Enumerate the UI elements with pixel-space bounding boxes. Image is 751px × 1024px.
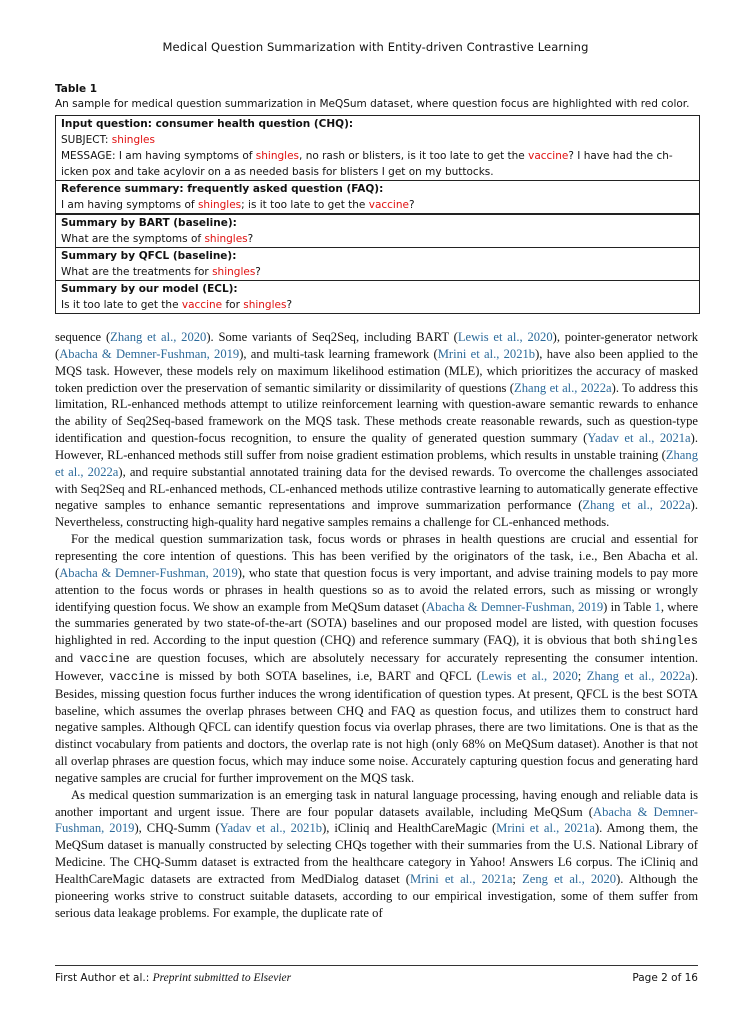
citation-link[interactable]: Zhang et al., 2022a [582, 498, 691, 513]
citation-link[interactable]: Yadav et al., 2021b [219, 821, 323, 836]
citation-link[interactable]: Abacha & Demner-Fushman, 2019 [59, 565, 238, 580]
citation-link[interactable]: Abacha & Demner-Fushman, 2019 [426, 599, 604, 614]
faq-title: Reference summary: frequently asked question (FAQ): [61, 183, 384, 195]
focus-word: shingles [212, 266, 256, 278]
citation-link[interactable]: Abacha & Demner-Fushman, 2019 [59, 346, 240, 361]
table-caption [55, 82, 705, 112]
table-caption-text: An sample for medical question summarization in MeQSum dataset, where question focus are highlighted with red color. [55, 98, 690, 110]
citation-link[interactable]: Zhang et al., 2022a [55, 447, 698, 479]
paragraph: sequence (Zhang et al., 2020). Some variants of Seq2Seq, including BART (Lewis et al., 2020), pointer-generator network (Abacha & Demner-Fushman, 2019), and multi-task learning framework (Mrini et al., 2021b), have also been applied to the MQS task. However, these models rely on maximum likelihood estimation (MLE), which prioritizes the accuracy of masked token prediction over the preservation of semantic similarity or dissimilarity of questions (Zhang et al., 2022a). To address this limitation, RL-enhanced methods attempt to utilize reinforcement learning with question-aware semantic rewards to enhance the ability of Seq2Seq-based framework on the MQS task. These methods create reasonable rewards, such as question-type identification and question-focus recognition, to ensure the quality of generated question summary (Yadav et al., 2021a). However, RL-enhanced methods still suffer from noise gradient estimation problems, which results in unstable training (Zhang et al., 2022a), and require substantial annotated training data for the devised rewards. To overcome the challenges associated with Seq2Seq and RL-enhanced methods, CL-enhanced methods utilize contrastive learning to automatically generate effective negative samples to enhance semantic representations and improve summarization performance (Zhang et al., 2022a). Nevertheless, constructing high-quality hard negative samples remains a challenge for CL-enhanced methods. [55, 330, 699, 530]
footer-author: First Author et al.: Preprint submitted to Elsevier [55, 972, 292, 984]
citation-link[interactable]: Lewis et al., 2020 [457, 330, 553, 344]
qfcl-section [56, 248, 699, 281]
citation-link[interactable]: Abacha & Demner-Fushman, 2019 [55, 804, 698, 836]
citation-link[interactable]: Zhang et al., 2022a [514, 380, 612, 395]
summary-example-table [55, 115, 700, 314]
paragraph: As medical question summarization is an emerging task in natural language processing, having enough and reliable data is another important and urgent issue. There are four popular datasets available, including MeQSum (Abacha & Demner-Fushman, 2019), CHQ-Summ (Yadav et al., 2021b), iCliniq and HealthCareMagic (Mrini et al., 2021a). Among them, the MeQSum dataset is manually constructed by selecting CHQs together with their summaries from the U.S. National Library of Medicine. The CHQ-Summ dataset is extracted from the healthcare category in Yahoo! Answers L6 corpus. The iCliniq and HealthCareMagic datasets are extracted from MedDialog dataset (Mrini et al., 2021a; Zeng et al., 2020). Although the pioneering works strive to construct suitable datasets, according to our empirical investigation, some of them suffer from serious data leakage problems. For example, the duplicate rate of [55, 787, 699, 920]
focus-word: shingles [255, 150, 300, 162]
table-label: Table 1 [55, 83, 98, 95]
focus-word: shingles [243, 299, 287, 311]
focus-word: vaccine [528, 150, 569, 162]
bart-title: Summary by BART (baseline): [61, 217, 237, 229]
faq-section [56, 181, 699, 215]
ecl-section [56, 281, 699, 313]
citation-link[interactable]: Zhang et al., 2020 [110, 330, 207, 344]
qfcl-title: Summary by QFCL (baseline): [61, 250, 237, 262]
running-title: Medical Question Summarization with Entity-driven Contrastive Learning [162, 40, 589, 54]
code-term: shingles [640, 634, 698, 649]
citation-link[interactable]: Zhang et al., 2022a [586, 668, 691, 683]
bart-section [56, 215, 699, 248]
ecl-title: Summary by our model (ECL): [61, 283, 238, 295]
body-text [55, 329, 698, 922]
citation-link[interactable]: Mrini et al., 2021b [437, 346, 536, 361]
ecl-text: Is it too late to get the vaccine for shingles? [61, 299, 293, 311]
qfcl-text: What are the treatments for shingles? [61, 266, 261, 278]
faq-text: I am having symptoms of shingles; is it too late to get the vaccine? [61, 199, 415, 211]
focus-word: shingles [197, 199, 242, 211]
citation-link[interactable]: Lewis et al., 2020 [480, 668, 578, 683]
code-term: vaccine [79, 652, 130, 667]
bart-text: What are the symptoms of shingles? [61, 233, 254, 245]
citation-link[interactable]: Zeng et al., 2020 [522, 872, 617, 886]
paragraph: For the medical question summarization task, focus words or phrases in health questions are crucial and essential for representing the core intention of questions. This has been verified by the originators of the task, i.e., Ben Abacha et al. (Abacha & Demner-Fushman, 2019), who state that question focus is very important, and advise training models to pay more attention to the focus words or phrases in health questions so as to avoid the related errors, such as missing or wrongly identifying question focus. We show an example from MeQSum dataset (Abacha & Demner-Fushman, 2019) in Table 1, where the summaries generated by two state-of-the-art (SOTA) baselines and our proposed model are listed, with question focuses highlighted in red. According to the input question (CHQ) and reference summary (FAQ), it is obvious that both shingles and vaccine are question focuses, which are absolutely necessary for accurately representing the consumer intention. However, vaccine is missed by both SOTA baselines, i.e, BART and QFCL (Lewis et al., 2020; Zhang et al., 2022a). Besides, missing question focus further induces the wrong identification of question types. At present, QFCL is the best SOTA baseline, which assumes the overlap phrases between CHQ and FAQ as question focus, and utilizes them to construct hard negative samples. Although QFCL can identify question focus via overlap phrases, there are two limitations. One is that as the distinct vocabulary from patients and doctors, the overlap rate is not high (only 68% on MeQSum dataset). Another is that not all overlap phrases are question focus, which may induce some noise. Accurately capturing question focus and generating hard negative samples are crucial for further improvement on the MQS task. [55, 532, 699, 785]
focus-word: vaccine [368, 199, 409, 211]
chq-section [56, 116, 699, 181]
citation-link[interactable]: Mrini et al., 2021a [410, 872, 513, 886]
citation-link[interactable]: 1 [654, 599, 661, 614]
footer-divider [55, 965, 698, 966]
chq-subject: SUBJECT: shingles [61, 134, 155, 146]
chq-title: Input question: consumer health question (CHQ): [61, 118, 354, 130]
focus-word: vaccine [181, 299, 223, 311]
focus-word: shingles [111, 134, 155, 146]
chq-message: MESSAGE: I am having symptoms of shingles, no rash or blisters, is it too late to get the vaccine? I have had the ch-icken pox and take acylovir on a as needed basis for blisters I get on my buttocks. [61, 150, 673, 178]
code-term: vaccine [109, 669, 160, 684]
focus-word: shingles [204, 233, 248, 245]
footer-page-number: Page 2 of 16 [632, 972, 698, 984]
citation-link[interactable]: Yadav et al., 2021a [587, 431, 691, 446]
footer-journal: Preprint submitted to Elsevier [152, 972, 292, 984]
citation-link[interactable]: Mrini et al., 2021a [496, 821, 595, 836]
